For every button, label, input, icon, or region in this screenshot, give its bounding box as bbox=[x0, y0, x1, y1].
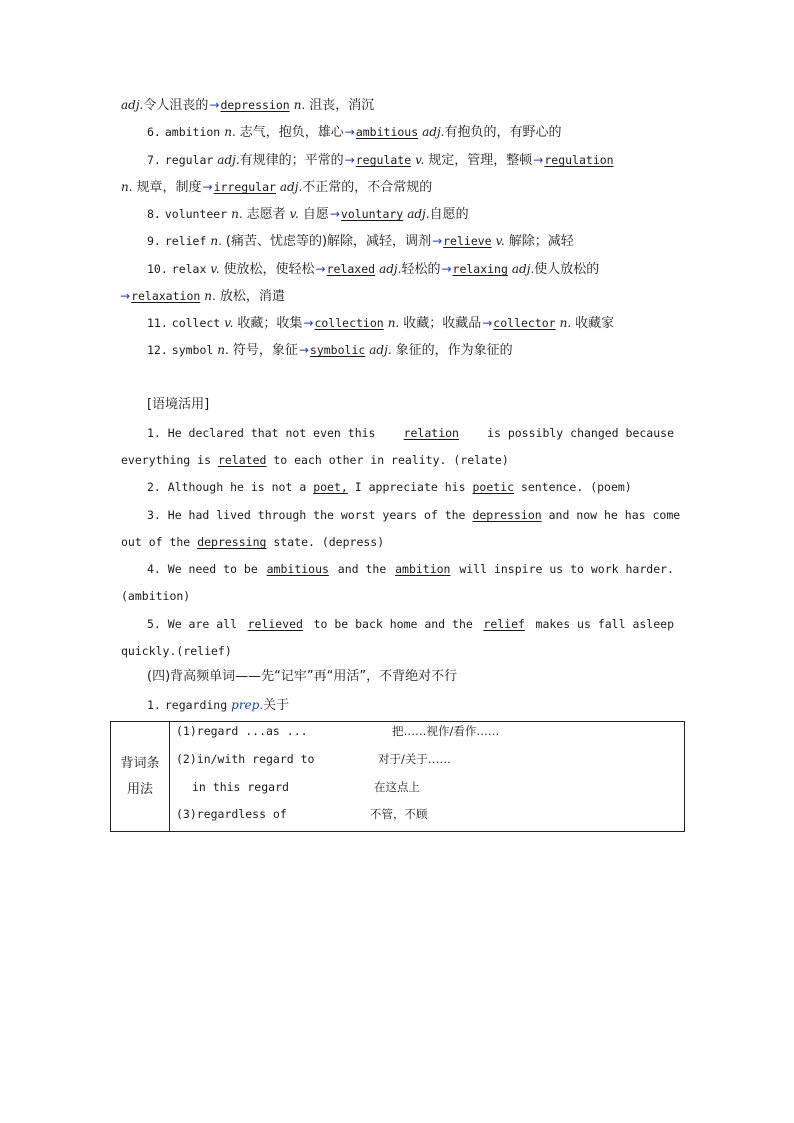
pos-label: n. bbox=[293, 98, 306, 112]
usage-row bbox=[192, 780, 289, 794]
answer-word: depressing bbox=[197, 535, 267, 549]
answer-word: relief bbox=[483, 617, 525, 631]
chinese-meaning: 关于 bbox=[263, 698, 290, 713]
chinese-meaning: 收藏；收藏品 bbox=[403, 316, 482, 331]
answer-word: irregular bbox=[213, 180, 276, 194]
sentence-text: is possibly changed because bbox=[487, 426, 674, 440]
usage-content-cell bbox=[170, 722, 685, 832]
chinese-meaning: 令人沮丧的 bbox=[143, 98, 209, 113]
answer-word: collection bbox=[314, 316, 384, 330]
chinese-meaning: 有抱负的，有野心的 bbox=[444, 125, 562, 140]
sentence-text: to be back home and the bbox=[313, 617, 473, 631]
headword: regular bbox=[164, 153, 214, 167]
sentence-text: 4. We need to be bbox=[147, 562, 258, 576]
answer-word: ambitious bbox=[266, 562, 329, 576]
answer-word: depression bbox=[472, 508, 542, 522]
answer-word: relaxation bbox=[131, 289, 201, 303]
usage-phrase: (2)in/with regard to bbox=[176, 752, 315, 766]
answer-word: poetic bbox=[472, 480, 515, 494]
chinese-meaning: 自愿的 bbox=[429, 207, 469, 222]
chinese-meaning: 轻松的 bbox=[401, 262, 441, 277]
chinese-meaning: 收藏；收集 bbox=[237, 316, 303, 331]
usage-meaning: 不管，不顾 bbox=[370, 807, 428, 821]
headword: relax bbox=[171, 262, 207, 276]
answer-word: relaxing bbox=[452, 262, 508, 276]
chinese-meaning: 使人放松的 bbox=[534, 262, 600, 277]
pos-label: adj. bbox=[511, 262, 535, 276]
item-number: 10. bbox=[147, 262, 168, 276]
pos-label: n. bbox=[217, 343, 229, 357]
side-label-line: 背词条 bbox=[120, 755, 160, 771]
vocab-line bbox=[147, 151, 614, 170]
sentence-text: 3. He had lived through the worst years of the bbox=[147, 508, 466, 522]
sentence-text: out of the bbox=[121, 535, 191, 549]
chinese-meaning: 规章，制度 bbox=[136, 180, 202, 195]
sentence-line: quickly.(relief) bbox=[121, 644, 232, 658]
chinese-meaning: 规定，管理，整顿 bbox=[428, 153, 533, 168]
sentence-line bbox=[147, 560, 674, 578]
pos-label: n. bbox=[559, 316, 572, 330]
pos-label: n. bbox=[231, 207, 243, 221]
item-number: 6. bbox=[147, 125, 161, 139]
sentence-text: state. (depress) bbox=[273, 535, 385, 549]
vocab-line bbox=[147, 260, 599, 279]
sentence-text: 5. We are all bbox=[147, 617, 238, 631]
sentence-line: (ambition) bbox=[121, 589, 191, 603]
sentence-text: everything is bbox=[121, 453, 212, 467]
sentence-text: and now he has come bbox=[548, 508, 681, 522]
chinese-meaning: 解除；减轻 bbox=[508, 234, 574, 249]
answer-word: symbolic bbox=[309, 343, 366, 357]
arrow-icon: → bbox=[432, 234, 443, 248]
pos-label: prep. bbox=[231, 698, 264, 712]
headword: regarding bbox=[164, 698, 228, 712]
pos-label: v. bbox=[224, 316, 234, 330]
usage-row bbox=[176, 807, 287, 821]
headword: symbol bbox=[171, 343, 214, 357]
arrow-icon: → bbox=[533, 153, 544, 167]
vocab-line bbox=[121, 178, 432, 197]
usage-meaning: 把……视作/看作…… bbox=[392, 724, 500, 738]
arrow-icon: → bbox=[202, 180, 213, 194]
pos-label: v. bbox=[415, 153, 425, 167]
pos-label: n. bbox=[121, 180, 133, 194]
sentence-text: to each other in reality. (relate) bbox=[273, 453, 509, 467]
item-number: 12. bbox=[147, 343, 168, 357]
pos-label: n. bbox=[204, 289, 216, 303]
chinese-meaning: 使放松，使轻松 bbox=[223, 262, 315, 277]
pos-label: adj. bbox=[407, 207, 430, 221]
sentence-text: makes us fall asleep bbox=[535, 617, 674, 631]
answer-word: related bbox=[217, 453, 267, 467]
answer-word: relieve bbox=[443, 234, 492, 248]
pos-label: adj. bbox=[217, 153, 240, 167]
usage-meaning: 在这点上 bbox=[374, 780, 420, 794]
sentence-line bbox=[147, 478, 632, 496]
pos-label: v. bbox=[495, 234, 505, 248]
item-number: 8. bbox=[147, 207, 161, 221]
usage-meaning: 对于/关于…… bbox=[378, 752, 451, 766]
answer-word: collector bbox=[493, 316, 556, 330]
chinese-meaning: 收藏家 bbox=[575, 316, 615, 331]
sentence-line bbox=[147, 424, 674, 442]
item-number: 1. bbox=[147, 698, 161, 712]
usage-table bbox=[110, 721, 685, 832]
usage-row bbox=[176, 752, 314, 766]
item-number: 9. bbox=[147, 234, 161, 248]
answer-word: relation bbox=[403, 426, 459, 440]
answer-word: ambition bbox=[395, 562, 451, 576]
vocab-line bbox=[121, 96, 374, 115]
usage-phrase: in this regard bbox=[192, 780, 289, 794]
headword: ambition bbox=[164, 125, 221, 139]
sentence-line bbox=[121, 533, 384, 551]
pos-label: v. bbox=[289, 207, 299, 221]
sentence-line bbox=[147, 506, 680, 524]
pos-label: adj. bbox=[379, 262, 402, 276]
section-heading: (四)背高频单词——先“记牢”再“用活”，不背绝对不行 bbox=[147, 669, 458, 684]
sentence-text: I appreciate his bbox=[354, 480, 466, 494]
vocab-line bbox=[147, 205, 469, 224]
headword: volunteer bbox=[164, 207, 228, 221]
pos-label: adj. bbox=[422, 125, 445, 139]
arrow-icon: → bbox=[344, 125, 355, 139]
chinese-meaning: 象征的，作为象征的 bbox=[395, 343, 513, 358]
sentence-text: and the bbox=[337, 562, 387, 576]
vocab-line bbox=[147, 314, 614, 333]
section-heading: [语境活用] bbox=[147, 397, 210, 412]
arrow-icon: → bbox=[315, 262, 326, 276]
answer-word: depression bbox=[220, 98, 290, 112]
headword: relief bbox=[164, 234, 207, 248]
sentence-text: 2. Although he is not a bbox=[147, 480, 307, 494]
chinese-meaning: 志愿者 bbox=[246, 207, 286, 222]
chinese-meaning: 沮丧，消沉 bbox=[309, 98, 375, 113]
arrow-icon: → bbox=[303, 316, 314, 330]
sentence-text: will inspire us to work harder. bbox=[459, 562, 674, 576]
pos-label: n. bbox=[387, 316, 400, 330]
sentence-text: 1. He declared that not even this bbox=[147, 426, 376, 440]
arrow-icon: → bbox=[329, 207, 340, 221]
arrow-icon: → bbox=[298, 343, 309, 357]
chinese-meaning: 不正常的，不合常规的 bbox=[302, 180, 433, 195]
item-number: 7. bbox=[147, 153, 161, 167]
answer-word: poet, bbox=[313, 480, 348, 494]
vocab-line bbox=[147, 696, 289, 715]
pos-label: v. bbox=[210, 262, 220, 276]
arrow-icon: → bbox=[120, 289, 131, 303]
answer-word: relieved bbox=[247, 617, 303, 631]
answer-word: relaxed bbox=[326, 262, 376, 276]
usage-phrase: (3)regardless of bbox=[176, 807, 287, 821]
pos-label: adj. bbox=[369, 343, 392, 357]
chinese-meaning: 志气，抱负，雄心 bbox=[239, 125, 344, 140]
chinese-meaning: (痛苦、忧虑等的)解除，减轻，调剂 bbox=[225, 234, 432, 249]
arrow-icon: → bbox=[441, 262, 452, 276]
vocab-line bbox=[147, 232, 574, 251]
answer-word: regulation bbox=[544, 153, 614, 167]
pos-label: adj. bbox=[279, 180, 303, 194]
chinese-meaning: 放松，消遣 bbox=[219, 289, 285, 304]
sentence-text: sentence. (poem) bbox=[520, 480, 632, 494]
answer-word: voluntary bbox=[340, 207, 404, 221]
usage-row bbox=[176, 724, 308, 738]
chinese-meaning: 有规律的；平常的 bbox=[239, 153, 344, 168]
usage-phrase: (1)regard ...as ... bbox=[176, 724, 308, 738]
pos-label: n. bbox=[210, 234, 222, 248]
chinese-meaning: 符号，象征 bbox=[232, 343, 298, 358]
side-label-line: 用法 bbox=[126, 781, 153, 797]
usage-side-label bbox=[111, 722, 170, 832]
answer-word: regulate bbox=[355, 153, 412, 167]
headword: collect bbox=[171, 316, 221, 330]
arrow-icon: → bbox=[209, 98, 220, 112]
arrow-icon: → bbox=[344, 153, 355, 167]
chinese-meaning: 自愿 bbox=[302, 207, 329, 222]
pos-label: adj. bbox=[121, 98, 144, 112]
vocab-line bbox=[119, 287, 285, 306]
sentence-line bbox=[121, 451, 509, 469]
item-number: 11. bbox=[147, 316, 168, 330]
pos-label: n. bbox=[224, 125, 236, 139]
vocab-line bbox=[147, 341, 513, 360]
arrow-icon: → bbox=[482, 316, 493, 330]
sentence-line bbox=[147, 615, 674, 633]
vocab-line bbox=[147, 123, 562, 142]
answer-word: ambitious bbox=[355, 125, 419, 139]
